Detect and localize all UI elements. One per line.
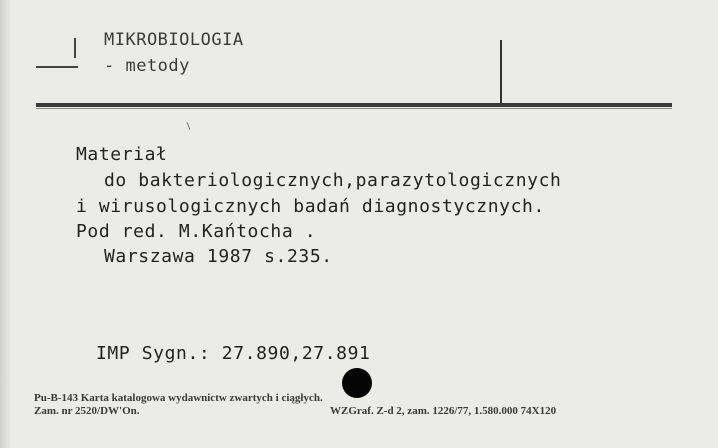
header-vertical-divider <box>500 40 502 106</box>
corner-mark-vertical <box>74 38 76 58</box>
entry-line-1: Materiał <box>76 144 168 165</box>
entry-line-2: do bakteriologicznych,parazytologicznych <box>104 170 562 191</box>
footer-line-1: Pu-B-143 Karta katalogowa wydawnictw zwartych i ciągłych. <box>34 392 323 404</box>
entry-line-3: i wirusologicznych badań diagnostycznych. <box>76 196 545 217</box>
entry-line-5: Warszawa 1987 s.235. <box>104 246 333 267</box>
header-rule-shadow <box>36 108 672 109</box>
corner-mark-horizontal <box>36 66 78 68</box>
header-rule <box>36 103 672 107</box>
card-left-edge <box>0 0 10 448</box>
pencil-tick-mark <box>187 122 191 130</box>
entry-line-4: Pod red. M.Kańtocha . <box>76 221 317 242</box>
call-number: IMP Sygn.: 27.890,27.891 <box>96 343 371 364</box>
punch-hole <box>342 368 372 398</box>
footer-line-2-right: WZGraf. Z-d 2, zam. 1226/77, 1.580.000 74X120 <box>330 405 557 417</box>
footer-line-2-left: Zam. nr 2520/DW'On. <box>34 405 140 417</box>
subject-heading: MIKROBIOLOGIA <box>104 30 244 50</box>
subject-subheading: - metody <box>104 56 190 76</box>
